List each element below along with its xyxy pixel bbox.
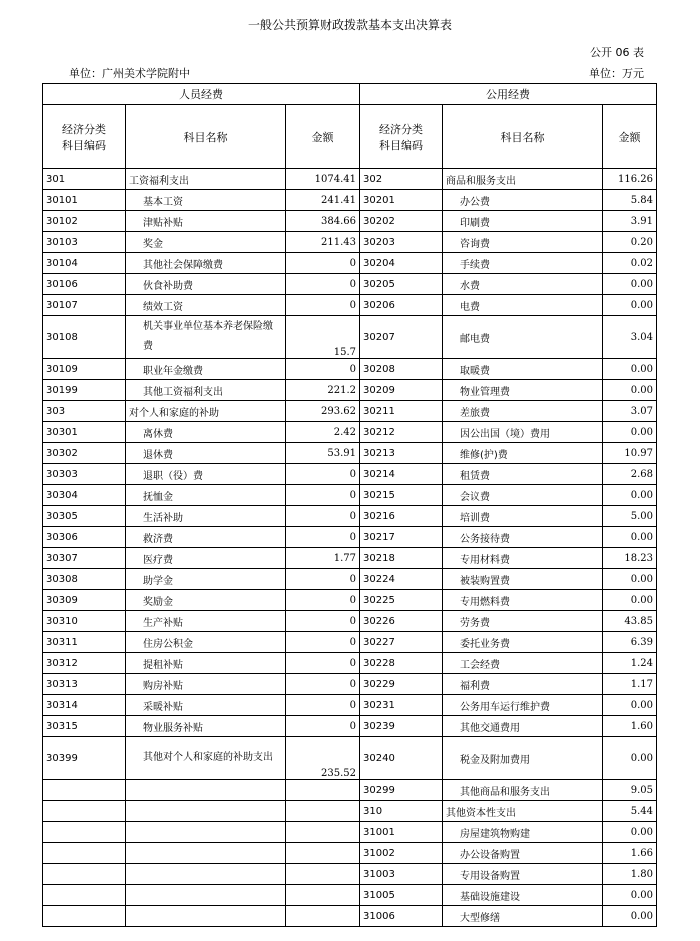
right-amount-cell: 0.20: [603, 232, 657, 253]
table-row: [43, 464, 657, 485]
table-row: [43, 716, 657, 737]
right-amount-cell: 0.00: [603, 822, 657, 843]
right-code-cell: 30201: [360, 190, 443, 211]
left-amount-cell: [286, 906, 360, 927]
left-code-cell: 30303: [43, 464, 126, 485]
left-code-cell: [43, 906, 126, 927]
right-amount-cell: 0.02: [603, 253, 657, 274]
table-row: [43, 780, 657, 801]
right-amount-cell: 0.00: [603, 359, 657, 380]
table-row: [43, 316, 657, 359]
right-name-cell: 商品和服务支出: [443, 169, 603, 190]
table-row: [43, 169, 657, 190]
table-row: [43, 737, 657, 780]
table-row: [43, 443, 657, 464]
right-code-cell: 31003: [360, 864, 443, 885]
right-code-cell: 302: [360, 169, 443, 190]
left-name-cell: [126, 801, 286, 822]
left-name-cell: 物业服务补贴: [126, 716, 286, 737]
left-code-cell: 30311: [43, 632, 126, 653]
left-name-cell: 其他对个人和家庭的补助支出: [126, 737, 286, 780]
right-name-cell: 培训费: [443, 506, 603, 527]
left-code-cell: 30305: [43, 506, 126, 527]
left-name-cell: 生产补贴: [126, 611, 286, 632]
right-name-cell: 税金及附加费用: [443, 737, 603, 780]
table-row: [43, 190, 657, 211]
left-code-cell: [43, 885, 126, 906]
table-row: [43, 548, 657, 569]
right-code-cell: 31006: [360, 906, 443, 927]
right-code-cell: 30228: [360, 653, 443, 674]
left-name-cell: 绩效工资: [126, 295, 286, 316]
right-code-cell: 30202: [360, 211, 443, 232]
right-code-cell: 30217: [360, 527, 443, 548]
left-amount-cell: 0: [286, 274, 360, 295]
left-amount-cell: 0: [286, 527, 360, 548]
right-code-cell: 30239: [360, 716, 443, 737]
left-amount-cell: [286, 864, 360, 885]
left-code-header: 经济分类 科目编码: [43, 105, 126, 169]
right-code-cell: 30218: [360, 548, 443, 569]
right-name-cell: 委托业务费: [443, 632, 603, 653]
personnel-section-header: 人员经费: [43, 84, 360, 105]
right-name-cell: 办公设备购置: [443, 843, 603, 864]
left-amount-cell: 15.7: [286, 316, 360, 359]
table-row: [43, 232, 657, 253]
left-amount-header: 金额: [286, 105, 360, 169]
right-amount-cell: 0.00: [603, 274, 657, 295]
left-code-cell: 30315: [43, 716, 126, 737]
right-amount-cell: 0.00: [603, 906, 657, 927]
left-code-cell: 30103: [43, 232, 126, 253]
left-code-cell: 30302: [43, 443, 126, 464]
table-row: [43, 380, 657, 401]
right-name-cell: 维修(护)费: [443, 443, 603, 464]
left-code-cell: 30199: [43, 380, 126, 401]
right-code-cell: 310: [360, 801, 443, 822]
right-code-cell: 30209: [360, 380, 443, 401]
right-name-cell: 其他商品和服务支出: [443, 780, 603, 801]
left-name-cell: 退职（役）费: [126, 464, 286, 485]
right-code-cell: 30240: [360, 737, 443, 780]
left-name-cell: [126, 885, 286, 906]
right-amount-cell: 5.44: [603, 801, 657, 822]
left-name-cell: 其他工资福利支出: [126, 380, 286, 401]
table-row: [43, 611, 657, 632]
left-amount-cell: 0: [286, 695, 360, 716]
left-amount-cell: 384.66: [286, 211, 360, 232]
left-code-cell: 30314: [43, 695, 126, 716]
left-code-cell: 30101: [43, 190, 126, 211]
right-code-cell: 30225: [360, 590, 443, 611]
right-name-cell: 电费: [443, 295, 603, 316]
left-amount-cell: 0: [286, 674, 360, 695]
left-name-cell: 助学金: [126, 569, 286, 590]
money-unit-label: 单位：万元: [589, 67, 644, 80]
right-amount-cell: 116.26: [603, 169, 657, 190]
form-number: 公开 06 表: [590, 46, 644, 59]
right-name-cell: 劳务费: [443, 611, 603, 632]
right-code-cell: 31005: [360, 885, 443, 906]
table-row: [43, 864, 657, 885]
left-name-cell: 奖励金: [126, 590, 286, 611]
right-amount-cell: 0.00: [603, 380, 657, 401]
left-amount-cell: 0: [286, 253, 360, 274]
right-amount-cell: 9.05: [603, 780, 657, 801]
right-amount-cell: 10.97: [603, 443, 657, 464]
table-row: [43, 695, 657, 716]
left-amount-cell: 0: [286, 632, 360, 653]
right-name-cell: 会议费: [443, 485, 603, 506]
left-amount-cell: 1.77: [286, 548, 360, 569]
right-code-cell: 30231: [360, 695, 443, 716]
left-amount-cell: 0: [286, 485, 360, 506]
left-name-cell: 其他社会保障缴费: [126, 253, 286, 274]
right-name-cell: 专用设备购置: [443, 864, 603, 885]
right-name-header: 科目名称: [443, 105, 603, 169]
right-amount-cell: 0.00: [603, 885, 657, 906]
left-name-cell: 生活补助: [126, 506, 286, 527]
left-amount-cell: 53.91: [286, 443, 360, 464]
left-code-cell: [43, 864, 126, 885]
right-name-cell: 邮电费: [443, 316, 603, 359]
left-name-cell: 医疗费: [126, 548, 286, 569]
left-amount-cell: 0: [286, 611, 360, 632]
right-name-cell: 取暖费: [443, 359, 603, 380]
left-code-cell: 30106: [43, 274, 126, 295]
left-amount-cell: 0: [286, 506, 360, 527]
table-row: [43, 295, 657, 316]
right-amount-cell: 1.24: [603, 653, 657, 674]
left-code-cell: 303: [43, 401, 126, 422]
right-code-header: 经济分类 科目编码: [360, 105, 443, 169]
left-name-cell: [126, 843, 286, 864]
right-name-cell: 物业管理费: [443, 380, 603, 401]
left-name-cell: [126, 780, 286, 801]
left-code-cell: 30107: [43, 295, 126, 316]
public-section-header: 公用经费: [360, 84, 657, 105]
left-amount-cell: [286, 801, 360, 822]
right-code-cell: 30213: [360, 443, 443, 464]
right-name-cell: 咨询费: [443, 232, 603, 253]
left-amount-cell: 2.42: [286, 422, 360, 443]
left-amount-cell: 0: [286, 295, 360, 316]
right-name-cell: 专用燃料费: [443, 590, 603, 611]
table-row: [43, 822, 657, 843]
table-row: [43, 674, 657, 695]
left-name-cell: 基本工资: [126, 190, 286, 211]
left-code-cell: [43, 822, 126, 843]
right-name-cell: 福利费: [443, 674, 603, 695]
left-name-cell: 提租补贴: [126, 653, 286, 674]
right-code-cell: 30207: [360, 316, 443, 359]
right-name-cell: 差旅费: [443, 401, 603, 422]
left-code-cell: [43, 801, 126, 822]
left-code-cell: 30108: [43, 316, 126, 359]
left-name-cell: 机关事业单位基本养老保险缴费: [126, 316, 286, 359]
right-name-cell: 基础设施建设: [443, 885, 603, 906]
left-amount-cell: 0: [286, 464, 360, 485]
right-name-cell: 水费: [443, 274, 603, 295]
left-name-header: 科目名称: [126, 105, 286, 169]
right-code-cell: 30211: [360, 401, 443, 422]
expenditure-table: [42, 83, 657, 927]
left-name-cell: [126, 822, 286, 843]
left-amount-cell: 1074.41: [286, 169, 360, 190]
table-row: [43, 401, 657, 422]
right-name-cell: 租赁费: [443, 464, 603, 485]
right-code-cell: 30215: [360, 485, 443, 506]
right-amount-cell: 2.68: [603, 464, 657, 485]
left-name-cell: 采暖补贴: [126, 695, 286, 716]
left-amount-cell: 0: [286, 359, 360, 380]
left-name-cell: 抚恤金: [126, 485, 286, 506]
left-name-cell: [126, 864, 286, 885]
right-name-cell: 工会经费: [443, 653, 603, 674]
table-row: [43, 506, 657, 527]
left-name-cell: 奖金: [126, 232, 286, 253]
right-code-cell: 31001: [360, 822, 443, 843]
right-code-cell: 30206: [360, 295, 443, 316]
right-amount-cell: 0.00: [603, 737, 657, 780]
table-row: [43, 527, 657, 548]
left-name-cell: 购房补贴: [126, 674, 286, 695]
left-amount-cell: [286, 822, 360, 843]
right-name-cell: 房屋建筑物购建: [443, 822, 603, 843]
left-name-cell: 工资福利支出: [126, 169, 286, 190]
table-row: [43, 906, 657, 927]
left-code-cell: 30109: [43, 359, 126, 380]
left-name-cell: 离休费: [126, 422, 286, 443]
right-name-cell: 公务接待费: [443, 527, 603, 548]
unit-label: 单位：广州美术学院附中: [69, 67, 190, 80]
left-amount-cell: [286, 843, 360, 864]
right-code-cell: 30226: [360, 611, 443, 632]
right-amount-cell: 3.91: [603, 211, 657, 232]
left-code-cell: 30309: [43, 590, 126, 611]
left-code-cell: 30313: [43, 674, 126, 695]
left-amount-cell: [286, 780, 360, 801]
right-name-cell: 手续费: [443, 253, 603, 274]
left-amount-cell: 221.2: [286, 380, 360, 401]
right-code-cell: 30205: [360, 274, 443, 295]
left-amount-cell: [286, 885, 360, 906]
right-amount-cell: 18.23: [603, 548, 657, 569]
right-amount-header: 金额: [603, 105, 657, 169]
right-amount-cell: 0.00: [603, 422, 657, 443]
right-amount-cell: 0.00: [603, 485, 657, 506]
left-code-cell: 30307: [43, 548, 126, 569]
left-amount-cell: 241.41: [286, 190, 360, 211]
right-code-cell: 30214: [360, 464, 443, 485]
right-name-cell: 因公出国（境）费用: [443, 422, 603, 443]
left-code-cell: 30306: [43, 527, 126, 548]
right-amount-cell: 1.66: [603, 843, 657, 864]
left-name-cell: 救济费: [126, 527, 286, 548]
right-amount-cell: 5.00: [603, 506, 657, 527]
left-amount-cell: 0: [286, 590, 360, 611]
right-amount-cell: 0.00: [603, 527, 657, 548]
right-amount-cell: 1.80: [603, 864, 657, 885]
right-amount-cell: 0.00: [603, 295, 657, 316]
table-row: [43, 885, 657, 906]
left-name-cell: 对个人和家庭的补助: [126, 401, 286, 422]
table-row: [43, 801, 657, 822]
right-amount-cell: 3.07: [603, 401, 657, 422]
right-code-cell: 30216: [360, 506, 443, 527]
right-code-cell: 30299: [360, 780, 443, 801]
left-name-cell: 职业年金缴费: [126, 359, 286, 380]
left-amount-cell: 0: [286, 716, 360, 737]
left-name-cell: 退休费: [126, 443, 286, 464]
table-row: [43, 274, 657, 295]
right-amount-cell: 1.17: [603, 674, 657, 695]
left-amount-cell: 211.43: [286, 232, 360, 253]
right-amount-cell: 0.00: [603, 695, 657, 716]
left-name-cell: 住房公积金: [126, 632, 286, 653]
right-name-cell: 办公费: [443, 190, 603, 211]
right-name-cell: 公务用车运行维护费: [443, 695, 603, 716]
table-row: [43, 422, 657, 443]
right-name-cell: 印刷费: [443, 211, 603, 232]
left-name-cell: 伙食补助费: [126, 274, 286, 295]
right-code-cell: 30204: [360, 253, 443, 274]
left-code-cell: 30399: [43, 737, 126, 780]
right-name-cell: 被装购置费: [443, 569, 603, 590]
right-code-cell: 30229: [360, 674, 443, 695]
right-amount-cell: 1.60: [603, 716, 657, 737]
right-code-cell: 30212: [360, 422, 443, 443]
table-row: [43, 843, 657, 864]
table-row: [43, 569, 657, 590]
right-amount-cell: 0.00: [603, 590, 657, 611]
right-code-cell: 30224: [360, 569, 443, 590]
table-row: [43, 632, 657, 653]
left-code-cell: 30308: [43, 569, 126, 590]
right-amount-cell: 6.39: [603, 632, 657, 653]
right-name-cell: 专用材料费: [443, 548, 603, 569]
right-code-cell: 30227: [360, 632, 443, 653]
left-code-cell: 30104: [43, 253, 126, 274]
table-row: [43, 253, 657, 274]
left-name-cell: 津贴补贴: [126, 211, 286, 232]
left-amount-cell: 0: [286, 569, 360, 590]
table-row: [43, 590, 657, 611]
left-code-cell: [43, 780, 126, 801]
right-amount-cell: 43.85: [603, 611, 657, 632]
left-amount-cell: 293.62: [286, 401, 360, 422]
table-row: [43, 653, 657, 674]
right-name-cell: 大型修缮: [443, 906, 603, 927]
right-amount-cell: 5.84: [603, 190, 657, 211]
right-amount-cell: 3.04: [603, 316, 657, 359]
left-amount-cell: 0: [286, 653, 360, 674]
table-row: [43, 359, 657, 380]
table-row: [43, 485, 657, 506]
left-amount-cell: 235.52: [286, 737, 360, 780]
left-code-cell: 30301: [43, 422, 126, 443]
right-code-cell: 30208: [360, 359, 443, 380]
right-name-cell: 其他资本性支出: [443, 801, 603, 822]
left-code-cell: 30310: [43, 611, 126, 632]
right-code-cell: 31002: [360, 843, 443, 864]
right-code-cell: 30203: [360, 232, 443, 253]
left-name-cell: [126, 906, 286, 927]
left-code-cell: 301: [43, 169, 126, 190]
report-title: 一般公共预算财政拨款基本支出决算表: [247, 18, 452, 32]
table-row: [43, 211, 657, 232]
right-name-cell: 其他交通费用: [443, 716, 603, 737]
left-code-cell: 30102: [43, 211, 126, 232]
right-amount-cell: 0.00: [603, 569, 657, 590]
left-code-cell: 30304: [43, 485, 126, 506]
left-code-cell: 30312: [43, 653, 126, 674]
left-code-cell: [43, 843, 126, 864]
